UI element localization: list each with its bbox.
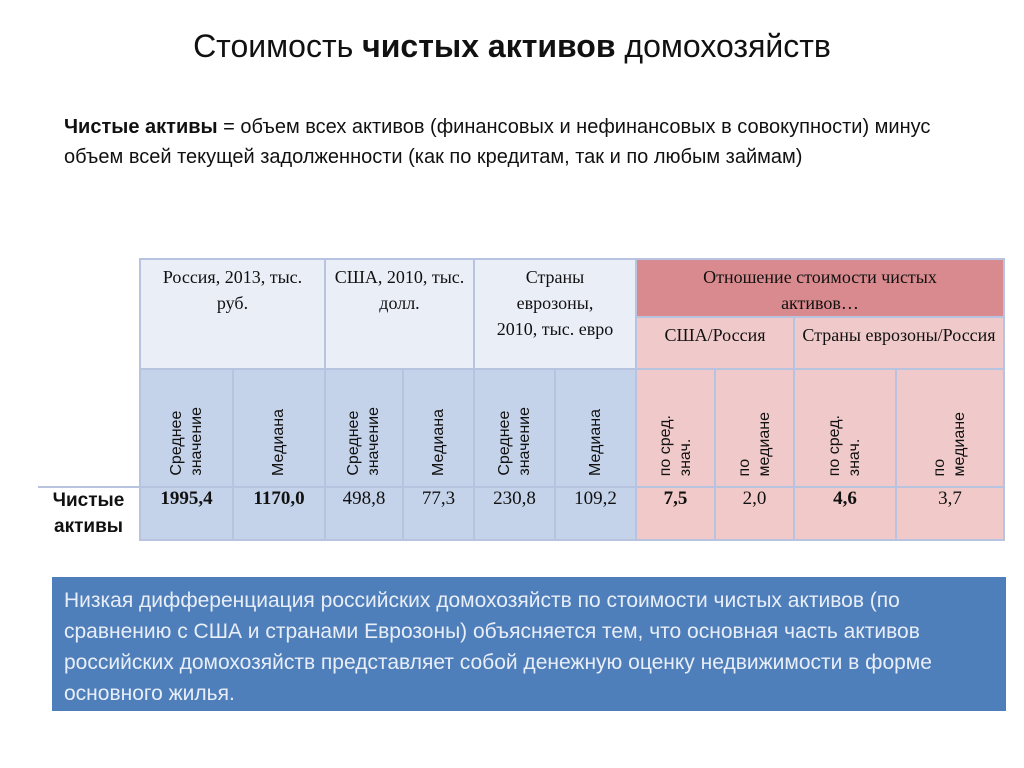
header-ratio-euro: Страны еврозоны/Россия bbox=[794, 317, 1004, 369]
title-part-1: Стоимость bbox=[193, 28, 363, 64]
definition-term: Чистые активы bbox=[64, 116, 218, 138]
sub-ru-mean: Среднее значение bbox=[140, 369, 233, 487]
value-eu-median: 109,2 bbox=[555, 487, 636, 540]
value-ru-median: 1170,0 bbox=[233, 487, 325, 540]
definition-text: = объем всех активов (финансовых и нефинансовых в совокупности) минус объем всей текущей задолженности (как по кредитам, так и по любым займам) bbox=[64, 116, 931, 168]
header-russia: Россия, 2013, тыс. руб. bbox=[140, 259, 325, 369]
sub-us-mean: Среднее значение bbox=[325, 369, 403, 487]
row-label-net-assets: Чистые активы bbox=[38, 487, 140, 540]
title-part-2: домохозяйств bbox=[615, 28, 831, 64]
value-euru-median: 3,7 bbox=[896, 487, 1004, 540]
net-assets-table bbox=[38, 258, 1005, 541]
conclusion-note: Низкая дифференциация российских домохозяйств по стоимости чистых активов (по сравнению с США и странами Еврозоны) объясняется тем, что основная часть активов российских домохозяйств представляет собой денежную оценку недвижимости в форме основного жилья. bbox=[52, 577, 1006, 711]
net-assets-table-wrap bbox=[38, 258, 1005, 541]
sub-eu-median: Медиана bbox=[555, 369, 636, 487]
definition bbox=[64, 112, 984, 172]
sub-usru-mean: по сред. знач. bbox=[636, 369, 715, 487]
title-bold: чистых активов bbox=[362, 28, 616, 64]
header-euro: Страны еврозоны, 2010, тыс. евро bbox=[474, 259, 636, 369]
corner-blank bbox=[38, 259, 140, 487]
sub-euru-mean: по сред. знач. bbox=[794, 369, 896, 487]
value-ru-mean: 1995,4 bbox=[140, 487, 233, 540]
slide-title bbox=[0, 28, 1024, 65]
header-ratio-usa: США/Россия bbox=[636, 317, 794, 369]
value-us-median: 77,3 bbox=[403, 487, 474, 540]
sub-ru-median: Медиана bbox=[233, 369, 325, 487]
header-usa: США, 2010, тыс. долл. bbox=[325, 259, 474, 369]
sub-eu-mean: Среднее значение bbox=[474, 369, 555, 487]
value-usru-mean: 7,5 bbox=[636, 487, 715, 540]
header-ratio: Отношение стоимости чистых активов… bbox=[636, 259, 1004, 317]
value-eu-mean: 230,8 bbox=[474, 487, 555, 540]
value-us-mean: 498,8 bbox=[325, 487, 403, 540]
sub-euru-median: по медиане bbox=[896, 369, 1004, 487]
value-euru-mean: 4,6 bbox=[794, 487, 896, 540]
sub-usru-median: по медиане bbox=[715, 369, 794, 487]
value-usru-median: 2,0 bbox=[715, 487, 794, 540]
sub-us-median: Медиана bbox=[403, 369, 474, 487]
